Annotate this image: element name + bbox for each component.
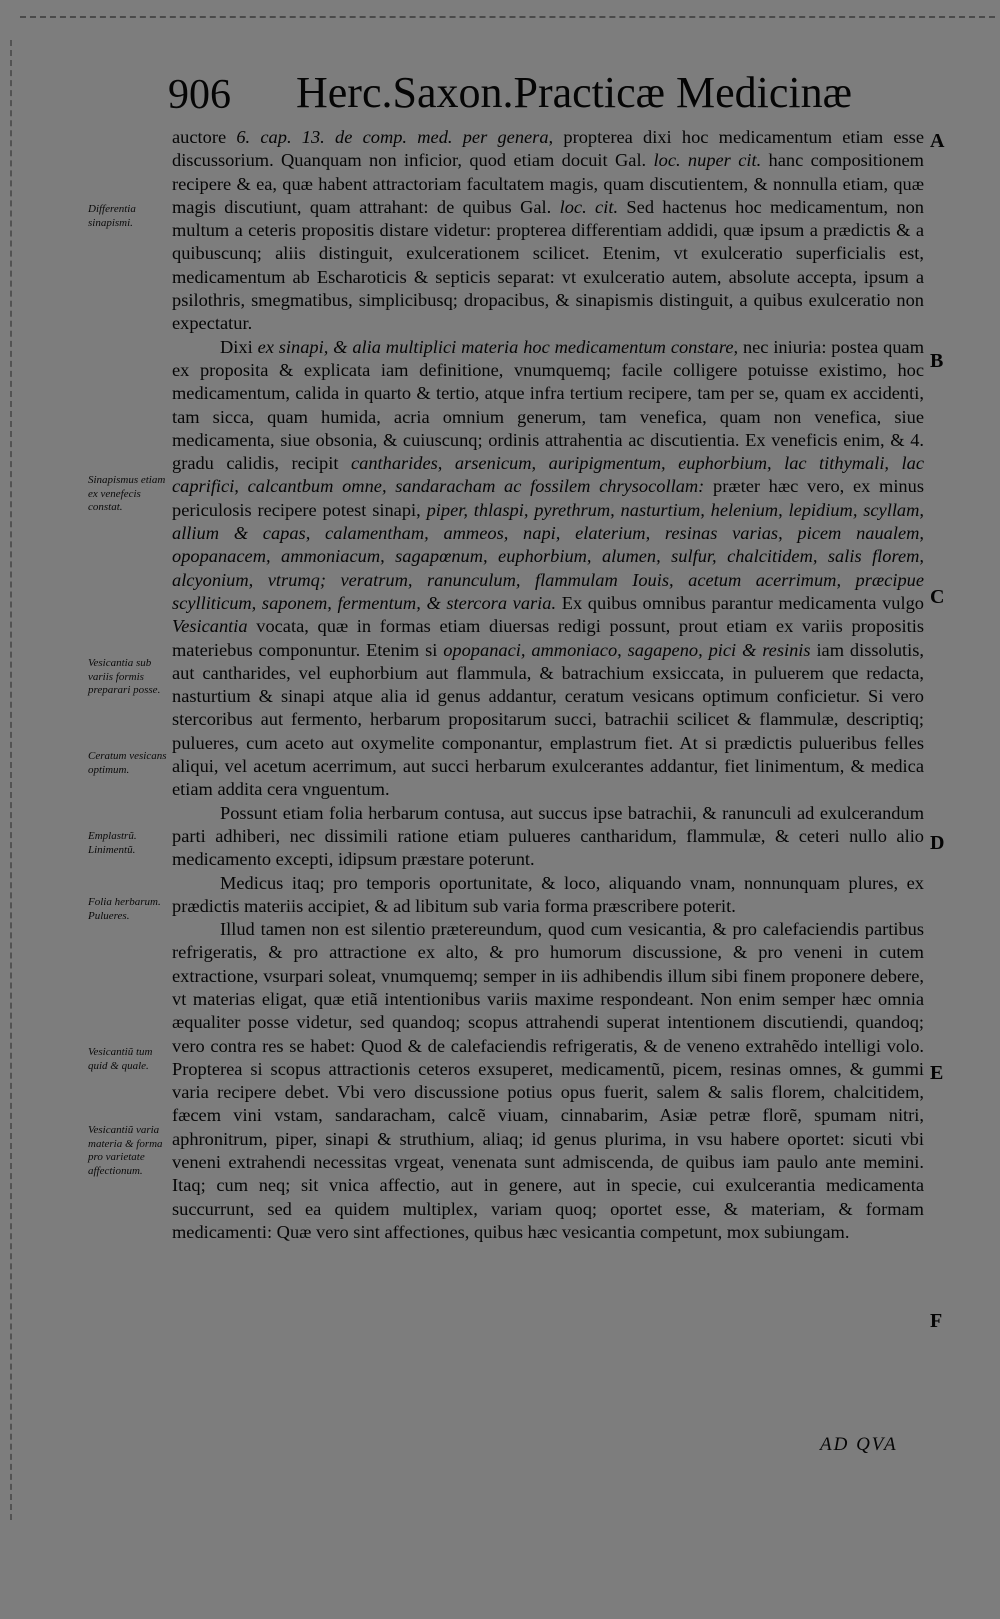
margin-note: Differentia sinapismi. bbox=[88, 203, 136, 229]
margin-letter: B bbox=[930, 350, 944, 372]
margin-note: Sinapismus etiam ex venefecis constat. bbox=[88, 474, 166, 513]
text-run: nec iniuria: postea quam ex proposita & explicata iam definitione, vnumquemq; facile colligere potuisse existimo, hoc medicamentum, calida in quarto & tertio, atque infra tertium recipere, tam per se, quam ex accidenti, tam sicca, quam humida, acria omnium generum, tam venefica, quam non venefica, siue medicamenta, siue obsonia, & cuiuscunq; ordinis attrahentia ac discutientia. Ex veneficis enim, & 4. gradu calidis, recipit bbox=[172, 336, 924, 474]
paragraph bbox=[172, 336, 924, 802]
italic-run: opopanaci, ammoniaco, sagapeno, pici & resinis bbox=[443, 639, 811, 660]
text-run: auctore bbox=[172, 127, 237, 147]
text-run: præter hæc vero, ex minus periculosis recipere potest sinapi, bbox=[172, 476, 924, 520]
italic-run: 6. cap. 13. de comp. med. per genera, bbox=[236, 127, 554, 147]
margin-letter: E bbox=[930, 1062, 944, 1084]
paragraph bbox=[172, 918, 924, 1244]
italic-run: piper, thlaspi, pyrethrum, nasturtium, helenium, lepidium, scyllam, allium & capas, calamentham, ammeos, napi, elaterium, resinas varias, picem naualem, opopanacem, ammoniacum, sagapœnum, euphorbium, alumen, sulfur, chalcitidem, salis florem, alcyonium, vtrumq; veratrum, ranunculum, flammulam Iouis, acetum acerrimum, præcipue scylliticum, saponem, fermentum, & stercora varia. bbox=[172, 499, 924, 613]
margin-letter: F bbox=[930, 1310, 943, 1332]
paragraph bbox=[172, 802, 924, 872]
left-rule bbox=[10, 40, 14, 1520]
text-run: vocata, quæ in formas etiam diuersas redigi possunt, prout etiam ex variis propositis materiebus componuntur. Etenim si bbox=[172, 616, 924, 660]
running-title: Herc.Saxon.Practicæ Medicinæ bbox=[296, 68, 852, 117]
margin-note: Ceratum vesicans optimum. bbox=[88, 750, 167, 776]
catchword: AD QVA bbox=[820, 1434, 898, 1455]
margin-note: Vesicantiũ tum quid & quale. bbox=[88, 1046, 153, 1072]
text-run: Sed hactenus hoc medicamentum, non multum a ceteris propositis distare videtur: propterea differentiam addidi, quæ ipsum a prædictis & a quibuscunq; aliis distinguit, exulcerationem scilicet. Etenim, vt exulceratio superficialis est, medicamentum ab Escharoticis & septicis separat: vt exulceratio autem, absolute accepta, ipsum a psilothris, smegmatibus, simplicibusq; dropacibus, & sinapismis distinguit, a quibus exulceratio non expectatur. bbox=[172, 196, 924, 334]
text-run: Medicus itaq; pro temporis oportunitate, & loco, aliquando vnam, nonnunquam plures, ex prædictis materiis accipiet, & ad libitum sub varia forma præscribere poterit. bbox=[172, 872, 924, 916]
margin-note: Folia herbarum. Pulueres. bbox=[88, 896, 161, 922]
text-run: iam dissolutis, aut cantharides, vel euphorbium aut flammula, & batrachium exsiccata, in puluerem que redacta, nasturtium & sinapi atque alia id genus addantur, ceratum vesicans optimum conficietur. Si vero stercoribus aut fermento, herbarum propositarum succi, batrachii scilicet & flammulæ, descriptiq; pulueres, cum aceto aut oxymelite componantur, emplastrum fiet. At si prædictis pulueribus felles aliqui, vel acetum acerrimum, aut succi herbarum exulcerantes addantur, fiet linimentum, & medica etiam addita cera vnguentum. bbox=[172, 639, 924, 800]
text-run: Dixi bbox=[220, 336, 258, 357]
italic-run: Vesicantia bbox=[172, 616, 248, 637]
margin-note: Vesicantia sub variis formis preparari posse. bbox=[88, 657, 161, 696]
margin-note: Emplastrũ. Linimentũ. bbox=[88, 830, 137, 856]
top-rule bbox=[20, 16, 995, 20]
margin-letter: A bbox=[930, 130, 945, 152]
paragraph bbox=[172, 872, 924, 919]
margin-letter: C bbox=[930, 586, 945, 608]
italic-run: cantharides, arsenicum, auripigmentum, euphorbium, lac tithymali, lac caprifici, calcantbum omne, sandaracham ac fossilem chrysocollam: bbox=[172, 453, 925, 497]
body-text bbox=[172, 126, 924, 1244]
page-number: 906 bbox=[168, 72, 231, 118]
margin-letter: D bbox=[930, 832, 945, 854]
paragraph bbox=[172, 126, 924, 336]
text-run: hanc compositionem recipere & ea, quæ habent attractoriam facultatem magis, quam discutientem, & nonnulla etiam, quæ magis discutiunt, quam attrahant: de quibus Gal. bbox=[172, 150, 924, 217]
page-header bbox=[168, 66, 852, 126]
text-run: Ex quibus omnibus parantur medicamenta vulgo bbox=[556, 592, 924, 613]
text-run: Possunt etiam folia herbarum contusa, aut succus ipse batrachii, & ranunculi ad exulcerandum parti adhiberi, nec dissimili ratione etiam pulueres cantharidum, flammulæ, & ceteri nullo alio medicamento excepti, idipsum præstare poterunt. bbox=[172, 802, 924, 870]
text-run: propterea dixi hoc medicamentum etiam esse discussorium. Quanquam non inficior, quod etiam docuit Gal. bbox=[172, 127, 924, 171]
italic-run: loc. cit. bbox=[559, 196, 619, 217]
text-run: Illud tamen non est silentio prætereundum, quod cum vesicantia, & pro calefaciendis partibus refrigeratis, & pro attractione ex alto, & pro humorum discussione, & pro veneni in cutem extractione, vsurpari soleat, vnumquemq; semper in iis adhibendis illum sibi finem proponere debere, vt materias eligat, quæ etiã intentionibus variis maxime respondeant. Non enim semper hæc omnia æqualiter posse videtur, sed quandoq; scopus attrahendi superat intentionem discutiendi, quandoq; vero contra res se habet: Quod & de calefaciendis refrigeratis, & de veneno extrahẽdo intelligi volo. Propterea si scopus attractionis ceteros exsuperet, medicamentũ, picem, resinas omnes, & gummi varia recipere debet. Vbi vero discussione potius opus fuerit, salem & salis florem, chalcitidem, fæcem vini vstam, sandaracham, calcẽ viuam, cinnabarim, Asiæ petræ florẽ, spumam nitri, aphronitrum, piper, sinapi & struthium, aliaq; id genus plurima, in vsu habere oportet: sicuti vbi veneni extrahendi necessitas vrgeat, venenata sunt admiscenda, de quibus iam paulo ante memini. Itaq; cum neq; sit vnica affectio, aut in genere, aut in specie, cui exulcerantia medicamenta succurrunt, sed ea quidem multiplex, variam quoq; oportet esse, & materiam, & formam medicamenti: Quæ vero sint affectiones, quibus hæc vesicantia competunt, mox subiungam. bbox=[172, 919, 924, 1242]
italic-run: loc. nuper cit. bbox=[653, 150, 762, 171]
margin-note: Vesicantiũ varia materia & forma pro varietate affectionum. bbox=[88, 1124, 163, 1177]
italic-run: ex sinapi, & alia multiplici materia hoc medicamentum constare, bbox=[257, 336, 739, 357]
